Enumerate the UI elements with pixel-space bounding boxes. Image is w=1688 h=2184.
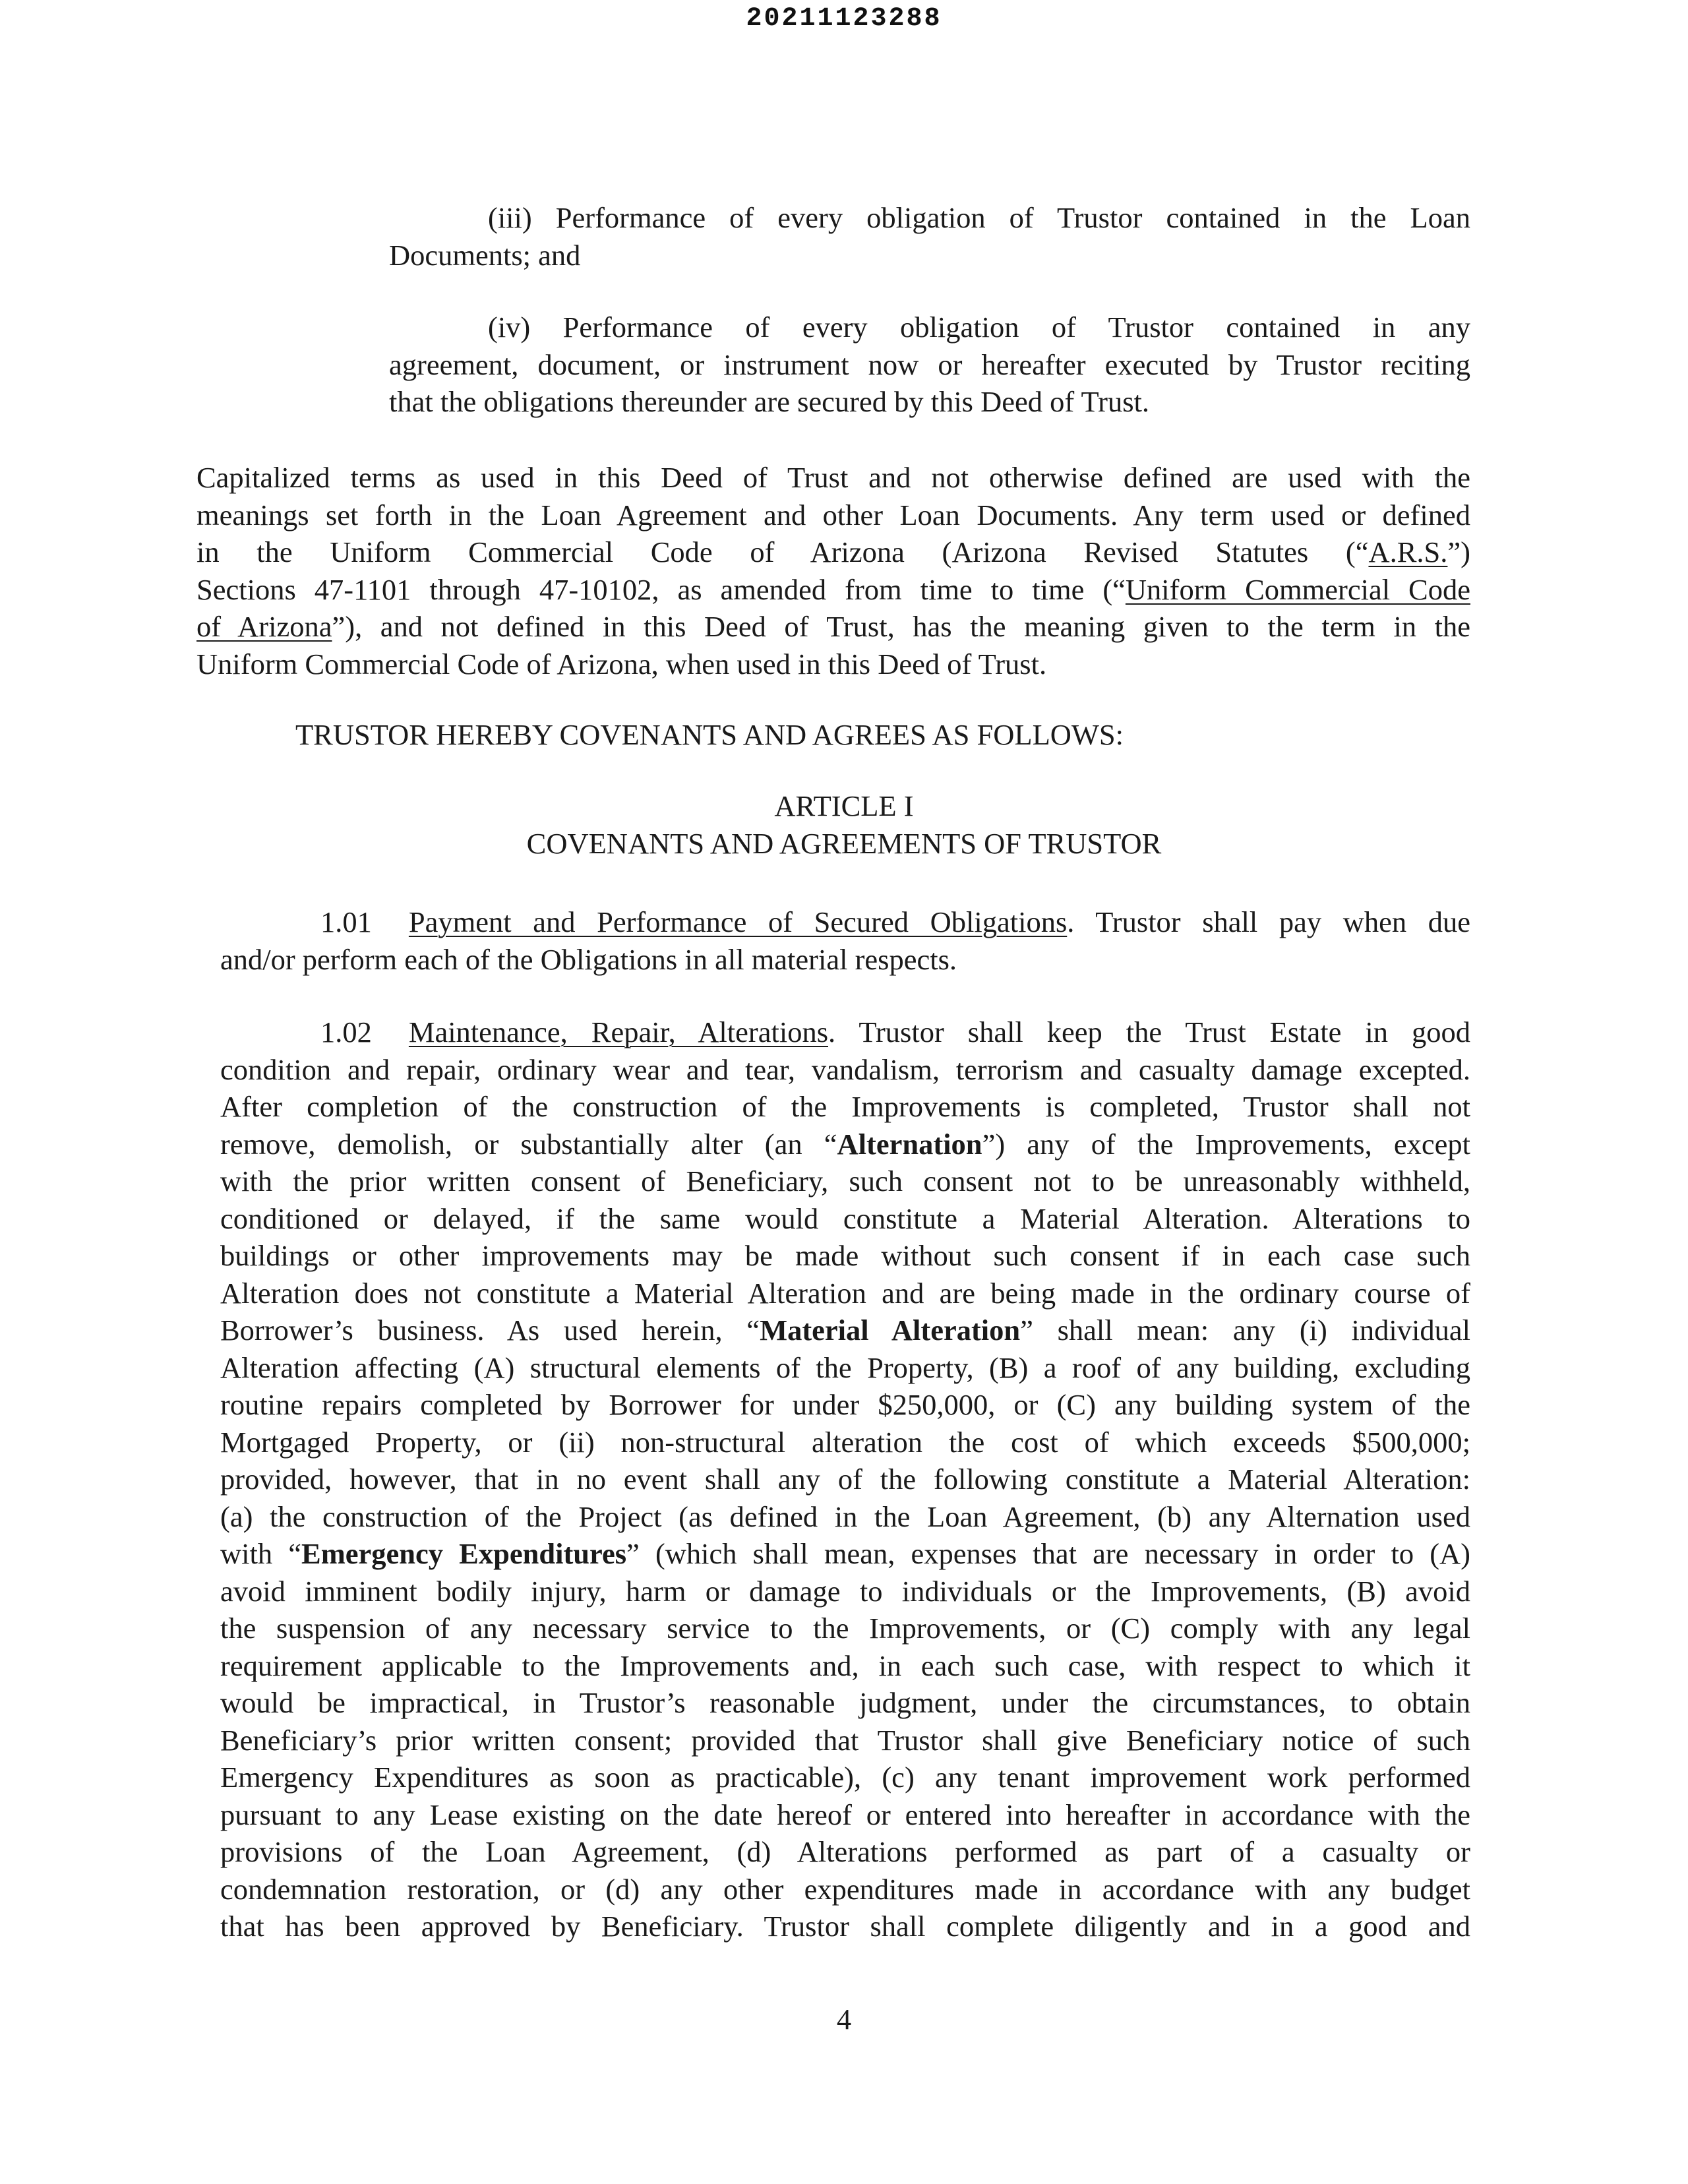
section-1-01-line: 1.01 Payment and Performance of Secured Obligations. Trustor shall pay when due — [320, 905, 1470, 938]
page-number: 4 — [836, 2003, 852, 2036]
ucc-term: Uniform Commercial Code — [1125, 572, 1470, 606]
definitions-line: Capitalized terms as used in this Deed of Trust and not otherwise defined are used with the — [196, 461, 1470, 494]
ucc-term-cont: of Arizona — [196, 610, 332, 643]
section-1-02-line: that has been approved by Beneficiary. Trustor shall complete diligently and in a good and — [220, 1910, 1470, 1943]
section-1-02-line: remove, demolish, or substantially alter (an “Alternation”) any of the Improvements, except — [220, 1127, 1470, 1161]
clause-iv-line: (iv) Performance of every obligation of Trustor contained in any — [488, 311, 1470, 344]
section-1-02-line: Alteration affecting (A) structural elements of the Property, (B) a roof of any building, excluding — [220, 1350, 1470, 1384]
section-1-02-line: avoid imminent bodily injury, harm or damage to individuals or the Improvements, (B) avoid — [220, 1574, 1470, 1608]
recording-number: 20211123288 — [746, 4, 942, 34]
section-1-01-heading: Payment and Performance of Secured Obligations — [408, 905, 1068, 938]
section-1-02-line: Emergency Expenditures as soon as practicable), (c) any tenant improvement work performed — [220, 1761, 1470, 1794]
clause-iv-line: that the obligations thereunder are secured by this Deed of Trust. — [389, 385, 1150, 418]
definitions-line: meanings set forth in the Loan Agreement and other Loan Documents. Any term used or defined — [196, 498, 1470, 531]
section-1-02-number: 1.02 — [320, 1016, 372, 1048]
section-1-02-line: Beneficiary’s prior written consent; provided that Trustor shall give Beneficiary notice of such — [220, 1723, 1470, 1757]
section-1-02-line: Borrower’s business. As used herein, “Material Alteration” shall mean: any (i) individual — [220, 1314, 1470, 1347]
section-1-02-line: routine repairs completed by Borrower for under $250,000, or (C) any building system of the — [220, 1388, 1470, 1421]
section-1-02-line: the suspension of any necessary service to the Improvements, or (C) comply with any legal — [220, 1612, 1470, 1645]
definitions-line: Sections 47-1101 through 47-10102, as amended from time to time (“Uniform Commercial Code — [196, 572, 1470, 606]
ars-term: A.R.S. — [1368, 535, 1448, 568]
covenant-intro: TRUSTOR HEREBY COVENANTS AND AGREES AS FOLLOWS: — [295, 718, 1124, 751]
clause-iv — [389, 309, 1470, 421]
alternation-term: Alternation — [837, 1127, 982, 1161]
section-1-02-line: After completion of the construction of the Improvements is completed, Trustor shall not — [220, 1090, 1470, 1123]
section-1-02-line: Alteration does not constitute a Material Alteration and are being made in the ordinary course of — [220, 1276, 1470, 1310]
section-1-02-line: (a) the construction of the Project (as defined in the Loan Agreement, (b) any Alternation used — [220, 1500, 1470, 1533]
section-1-02-line: would be impractical, in Trustor’s reasonable judgment, under the circumstances, to obtain — [220, 1686, 1470, 1719]
definitions-paragraph — [196, 459, 1470, 682]
definitions-line: Uniform Commercial Code of Arizona, when used in this Deed of Trust. — [196, 647, 1047, 681]
section-1-02-line: buildings or other improvements may be made without such consent if in each case such — [220, 1239, 1470, 1272]
section-1-02-line: pursuant to any Lease existing on the date hereof or entered into hereafter in accordance with the — [220, 1798, 1470, 1831]
section-1-02-line: with “Emergency Expenditures” (which shall mean, expenses that are necessary in order to (A) — [220, 1537, 1470, 1570]
clause-iii — [389, 199, 1470, 274]
section-1-01-line: and/or perform each of the Obligations in all material respects. — [220, 942, 957, 976]
section-1-02-line: with the prior written consent of Beneficiary, such consent not to be unreasonably withheld, — [220, 1165, 1470, 1198]
section-1-02 — [220, 1014, 1470, 1945]
clause-iii-line: Documents; and — [389, 238, 581, 272]
section-1-02-heading: Maintenance, Repair, Alterations — [408, 1016, 829, 1048]
article-number: ARTICLE I — [774, 789, 914, 822]
section-1-02-line: provisions of the Loan Agreement, (d) Alterations performed as part of a casualty or — [220, 1835, 1470, 1868]
section-1-01 — [220, 903, 1470, 978]
definitions-line: of Arizona”), and not defined in this Deed of Trust, has the meaning given to the term in the — [196, 610, 1470, 643]
section-1-01-number: 1.01 — [320, 905, 372, 938]
article-title: COVENANTS AND AGREEMENTS OF TRUSTOR — [526, 827, 1162, 860]
section-1-02-line: Mortgaged Property, or (ii) non-structural alteration the cost of which exceeds $500,000; — [220, 1425, 1470, 1459]
material-alteration-term: Material Alteration — [760, 1314, 1021, 1347]
clause-iv-line: agreement, document, or instrument now or hereafter executed by Trustor reciting — [389, 348, 1470, 381]
section-1-02-line: condemnation restoration, or (d) any other expenditures made in accordance with any budget — [220, 1872, 1470, 1906]
section-1-02-line: condition and repair, ordinary wear and tear, vandalism, terrorism and casualty damage excepted. — [220, 1052, 1470, 1086]
definitions-line: in the Uniform Commercial Code of Arizona (Arizona Revised Statutes (“A.R.S.”) — [196, 535, 1470, 568]
section-1-02-line: 1.02 Maintenance, Repair, Alterations. Trustor shall keep the Trust Estate in good — [320, 1016, 1470, 1048]
clause-iii-line: (iii) Performance of every obligation of Trustor contained in the Loan — [488, 201, 1470, 234]
section-1-02-line: conditioned or delayed, if the same would constitute a Material Alteration. Alterations to — [220, 1201, 1470, 1235]
section-1-02-line: provided, however, that in no event shall any of the following constitute a Material Alteration: — [220, 1463, 1470, 1496]
emergency-expenditures-term: Emergency Expenditures — [301, 1537, 627, 1570]
section-1-02-line: requirement applicable to the Improvements and, in each such case, with respect to which it — [220, 1649, 1470, 1682]
